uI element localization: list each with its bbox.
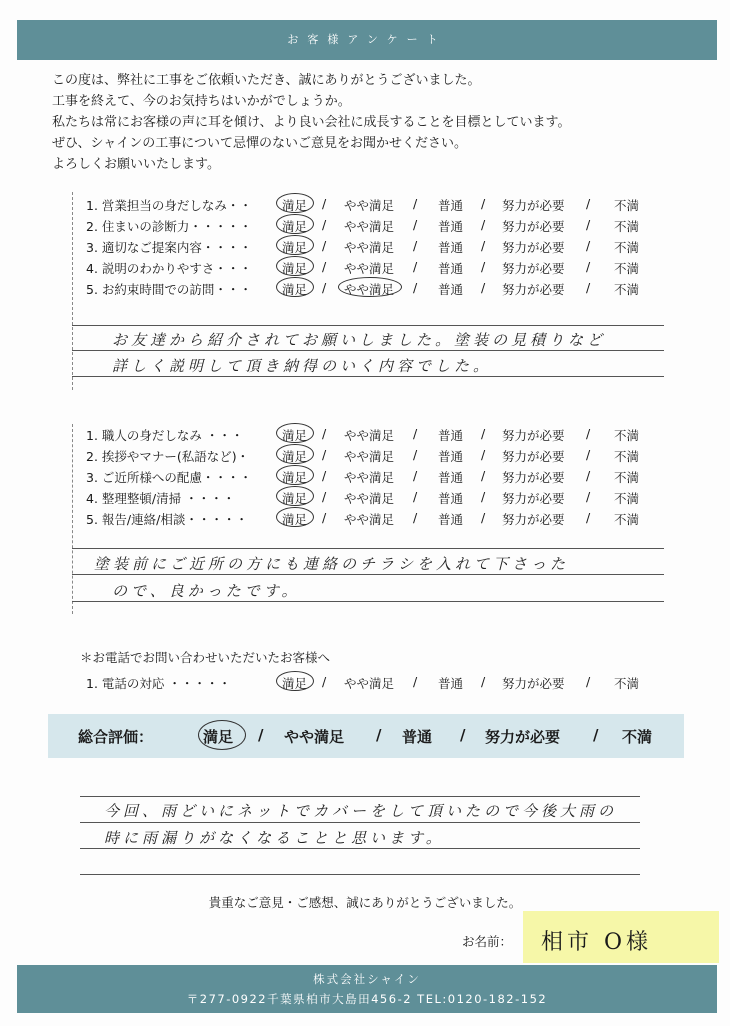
rating-option[interactable]: 不満 — [622, 728, 653, 746]
rating-option[interactable]: 努力が必要 — [502, 470, 565, 485]
rating-option[interactable]: 不満 — [614, 491, 640, 506]
rating-row — [72, 672, 662, 693]
slash: / — [593, 726, 599, 744]
rating-row-label: 1. 営業担当の身だしなみ・・ — [86, 198, 252, 213]
rating-option[interactable]: 努力が必要 — [502, 449, 565, 464]
slash: / — [322, 468, 327, 483]
slash: / — [481, 238, 486, 253]
rating-option[interactable]: やや満足 — [344, 261, 395, 276]
rating-option[interactable]: やや満足 — [344, 676, 395, 691]
slash: / — [322, 238, 327, 253]
comment-line — [72, 601, 664, 602]
slash: / — [322, 447, 327, 462]
rating-row-label: 2. 挨拶やマナー(私語など)・ — [86, 449, 250, 464]
rating-option[interactable]: 不満 — [614, 676, 640, 691]
slash: / — [413, 238, 418, 253]
comment-line — [80, 874, 640, 875]
rating-option[interactable]: 不満 — [614, 428, 640, 443]
rating-option[interactable]: 不満 — [614, 219, 640, 234]
slash: / — [586, 259, 591, 274]
rating-option[interactable]: 満足 — [282, 261, 308, 276]
selected-circle — [276, 256, 314, 276]
selected-circle — [276, 486, 314, 506]
handwritten-comment: 今回、雨どいにネットでカバーをして頂いたので今後大雨の — [104, 802, 618, 820]
slash: / — [322, 426, 327, 441]
slash: / — [258, 726, 264, 744]
overall-rating — [48, 714, 684, 758]
comment-line — [80, 822, 640, 823]
rating-option[interactable]: 普通 — [438, 261, 464, 276]
slash: / — [586, 489, 591, 504]
selected-circle — [276, 444, 314, 464]
slash: / — [322, 259, 327, 274]
slash: / — [586, 217, 591, 232]
slash: / — [413, 426, 418, 441]
comment-line — [80, 848, 640, 849]
slash: / — [481, 196, 486, 211]
rating-option[interactable]: 不満 — [614, 261, 640, 276]
section-phone — [72, 672, 662, 693]
rating-row — [72, 257, 662, 278]
rating-option[interactable]: やや満足 — [344, 219, 395, 234]
slash: / — [376, 726, 382, 744]
rating-row-label: 3. ご近所様への配慮・・・・ — [86, 470, 252, 485]
rating-option[interactable]: 不満 — [614, 470, 640, 485]
comment-line — [80, 796, 640, 797]
slash: / — [413, 510, 418, 525]
selected-circle — [276, 214, 314, 234]
rating-option[interactable]: 普通 — [438, 676, 464, 691]
rating-option[interactable]: 満足 — [282, 470, 308, 485]
company-address: 〒277-0922千葉県柏市大島田456-2 TEL:0120-182-152 — [186, 992, 548, 1006]
rating-option[interactable]: 不満 — [614, 198, 640, 213]
rating-row-label: 4. 説明のわかりやすさ・・・ — [86, 261, 252, 276]
phone-heading: ＊お電話でお問い合わせいただいたお客様へ — [80, 650, 331, 665]
selected-circle — [276, 671, 314, 691]
rating-row-label: 4. 整理整頓/清掃 ・・・・ — [86, 491, 236, 506]
rating-option[interactable]: 普通 — [438, 240, 464, 255]
handwritten-comment: 塗装前にご近所の方にも連絡のチラシを入れて下さった — [94, 555, 570, 573]
intro-text — [52, 70, 702, 175]
rating-row-label: 3. 適切なご提案内容・・・・ — [86, 240, 252, 255]
slash: / — [586, 280, 591, 295]
rating-option[interactable]: 満足 — [282, 282, 308, 297]
comment-line — [72, 376, 664, 377]
slash: / — [460, 726, 466, 744]
rating-option[interactable]: 努力が必要 — [502, 512, 565, 527]
rating-option[interactable]: やや満足 — [344, 198, 395, 213]
rating-option[interactable]: 努力が必要 — [502, 198, 565, 213]
rating-option[interactable]: 満足 — [282, 512, 308, 527]
slash: / — [322, 510, 327, 525]
rating-option[interactable]: 不満 — [614, 282, 640, 297]
rating-row-label: 5. 報告/連絡/相談・・・・・ — [86, 512, 248, 527]
selected-circle — [276, 507, 314, 527]
rating-row — [72, 194, 662, 215]
rating-row — [72, 424, 662, 445]
handwritten-comment: 時に雨漏りがなくなることと思います。 — [104, 829, 445, 847]
slash: / — [586, 426, 591, 441]
rating-option[interactable]: 努力が必要 — [502, 240, 565, 255]
rating-option[interactable]: 努力が必要 — [502, 261, 565, 276]
rating-option[interactable]: 普通 — [438, 219, 464, 234]
rating-option[interactable]: 努力が必要 — [485, 728, 561, 746]
handwritten-comment: ので、良かったです。 — [112, 582, 301, 600]
rating-row — [72, 278, 662, 299]
overall-label: 総合評価： — [78, 728, 154, 746]
slash: / — [322, 489, 327, 504]
rating-row-label: 1. 職人の身だしなみ ・・・ — [86, 428, 244, 443]
rating-option[interactable]: 普通 — [438, 282, 464, 297]
rating-option[interactable]: 満足 — [282, 240, 308, 255]
rating-option[interactable]: 普通 — [438, 470, 464, 485]
rating-row-label: 1. 電話の対応 ・・・・・ — [86, 676, 231, 691]
rating-option[interactable]: やや満足 — [344, 282, 395, 297]
comment-line — [72, 350, 664, 351]
slash: / — [586, 674, 591, 689]
company-name: 株式会社シャイン — [313, 972, 421, 986]
rating-row-label: 5. お約束時間での訪問・・・ — [86, 282, 252, 297]
survey-title: お客様アンケート — [287, 33, 447, 46]
intro-line: ぜひ、シャインの工事について忌憚のないご意見をお聞かせください。 — [52, 136, 467, 151]
slash: / — [586, 468, 591, 483]
rating-option[interactable]: やや満足 — [284, 728, 345, 746]
slash: / — [586, 510, 591, 525]
slash: / — [413, 489, 418, 504]
rating-option[interactable]: 満足 — [282, 676, 308, 691]
rating-option[interactable]: 普通 — [438, 491, 464, 506]
slash: / — [413, 447, 418, 462]
intro-line: 私たちは常にお客様の声に耳を傾け、より良い会社に成長することを目標としています。 — [52, 115, 571, 130]
rating-option[interactable]: 満足 — [282, 219, 308, 234]
rating-option[interactable]: 満足 — [282, 428, 308, 443]
selected-circle — [198, 720, 246, 750]
selected-circle — [276, 193, 314, 213]
slash: / — [481, 259, 486, 274]
rating-option[interactable]: 努力が必要 — [502, 219, 565, 234]
slash: / — [413, 259, 418, 274]
footer-bar — [17, 965, 717, 1013]
slash: / — [481, 489, 486, 504]
slash: / — [481, 447, 486, 462]
slash: / — [322, 196, 327, 211]
slash: / — [413, 674, 418, 689]
rating-row — [72, 236, 662, 257]
rating-option[interactable]: やや満足 — [344, 428, 395, 443]
rating-option[interactable]: 満足 — [282, 198, 308, 213]
rating-row-label: 2. 住まいの診断力・・・・・ — [86, 219, 252, 234]
slash: / — [481, 674, 486, 689]
rating-option[interactable]: 努力が必要 — [502, 676, 565, 691]
slash: / — [322, 674, 327, 689]
slash: / — [481, 510, 486, 525]
slash: / — [481, 426, 486, 441]
rating-option[interactable]: 不満 — [614, 512, 640, 527]
rating-option[interactable]: 努力が必要 — [502, 282, 565, 297]
rating-row — [72, 487, 662, 508]
selected-circle — [276, 277, 314, 297]
rating-option[interactable]: やや満足 — [344, 449, 395, 464]
rating-row — [72, 466, 662, 487]
survey-title-bar — [17, 20, 717, 60]
section-craftsmen — [72, 424, 662, 529]
name-value: 相市 O様 — [541, 930, 653, 955]
thanks-text: 貴重なご意見・ご感想、誠にありがとうございました。 — [208, 895, 522, 910]
slash: / — [322, 280, 327, 295]
selected-circle — [276, 465, 314, 485]
rating-option[interactable]: やや満足 — [344, 491, 395, 506]
slash: / — [586, 238, 591, 253]
rating-option[interactable]: 努力が必要 — [502, 428, 565, 443]
selected-circle — [338, 277, 402, 297]
slash: / — [413, 280, 418, 295]
rating-option[interactable]: 不満 — [614, 240, 640, 255]
handwritten-comment: 詳しく説明して頂き納得のいく内容でした。 — [112, 357, 493, 375]
rating-option[interactable]: 普通 — [438, 198, 464, 213]
rating-option[interactable]: 普通 — [438, 428, 464, 443]
rating-row — [72, 445, 662, 466]
rating-option[interactable]: 普通 — [438, 512, 464, 527]
slash: / — [413, 468, 418, 483]
rating-option[interactable]: 普通 — [438, 449, 464, 464]
selected-circle — [276, 235, 314, 255]
rating-option[interactable]: 満足 — [282, 449, 308, 464]
name-label: お名前： — [462, 934, 513, 949]
rating-option[interactable]: やや満足 — [344, 470, 395, 485]
selected-circle — [276, 423, 314, 443]
slash: / — [413, 196, 418, 211]
section-divider — [72, 424, 73, 614]
rating-option[interactable]: 満足 — [203, 728, 234, 746]
section-sales — [72, 194, 662, 299]
slash: / — [481, 217, 486, 232]
slash: / — [481, 280, 486, 295]
rating-option[interactable]: 不満 — [614, 449, 640, 464]
name-field[interactable] — [523, 911, 719, 963]
intro-line: 工事を終えて、今のお気持ちはいかがでしょうか。 — [52, 94, 351, 109]
handwritten-comment: お友達から紹介されてお願いしました。塗装の見積りなど — [112, 331, 607, 349]
comment-line — [72, 325, 664, 326]
intro-line: よろしくお願いいたします。 — [52, 157, 220, 172]
slash: / — [413, 217, 418, 232]
rating-option[interactable]: 満足 — [282, 491, 308, 506]
slash: / — [322, 217, 327, 232]
rating-option[interactable]: やや満足 — [344, 512, 395, 527]
rating-option[interactable]: 努力が必要 — [502, 491, 565, 506]
slash: / — [586, 447, 591, 462]
comment-line — [72, 548, 664, 549]
rating-row — [72, 215, 662, 236]
intro-line: この度は、弊社に工事をご依頼いただき、誠にありがとうございました。 — [52, 73, 481, 88]
rating-option[interactable]: 普通 — [402, 728, 433, 746]
slash: / — [481, 468, 486, 483]
comment-line — [72, 574, 664, 575]
rating-option[interactable]: やや満足 — [344, 240, 395, 255]
slash: / — [586, 196, 591, 211]
rating-row — [72, 508, 662, 529]
section-divider — [72, 192, 73, 390]
